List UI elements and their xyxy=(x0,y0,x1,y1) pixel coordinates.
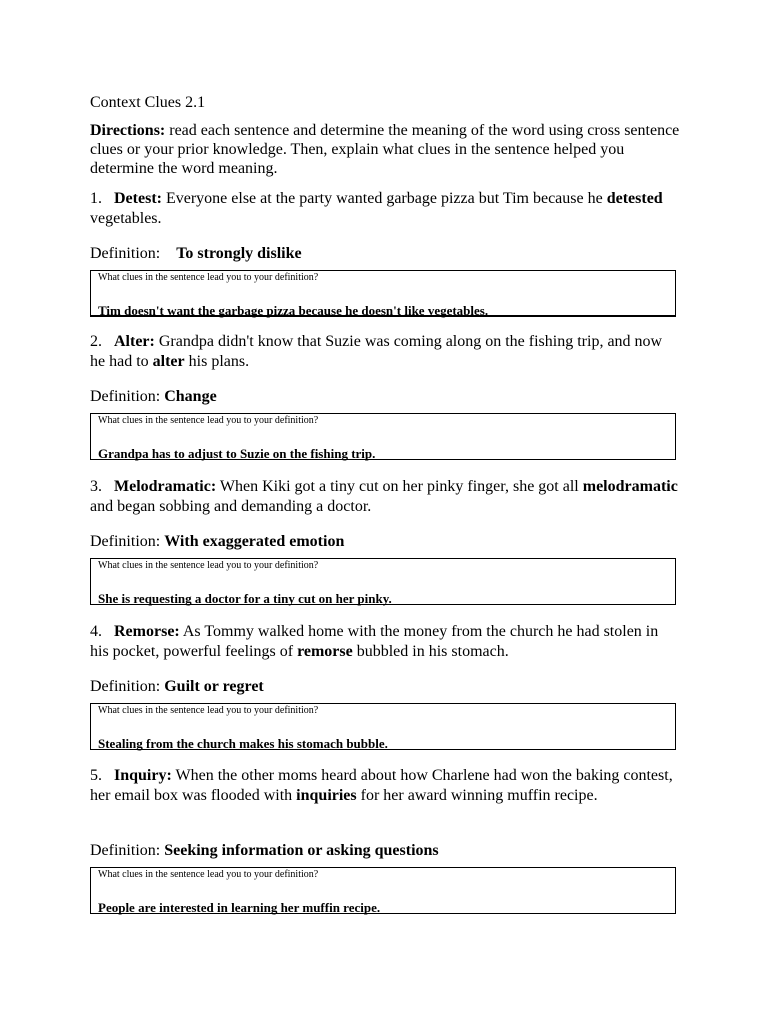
question-number: 3. xyxy=(90,478,102,495)
question-1 xyxy=(90,189,680,229)
directions-label: Directions: xyxy=(90,122,166,139)
question-number: 5. xyxy=(90,767,102,784)
question-number: 1. xyxy=(90,190,102,207)
question-term: Detest: xyxy=(114,190,162,207)
clue-answer: Tim doesn't want the garbage pizza because he doesn't like vegetables. xyxy=(98,303,489,318)
clue-box-3[interactable] xyxy=(90,558,676,605)
question-term: Remorse: xyxy=(114,623,180,640)
question-term: Inquiry: xyxy=(114,767,172,784)
definition-value: Change xyxy=(164,388,217,405)
directions xyxy=(90,121,680,178)
definition-4 xyxy=(90,677,264,697)
target-word: melodramatic xyxy=(582,478,678,495)
question-number: 4. xyxy=(90,623,102,640)
sentence-text: and began sobbing and demanding a doctor. xyxy=(90,498,372,515)
sentence-text: As Tommy walked home with the money from the church he had stolen in his pocket, powerful feelings of xyxy=(90,623,659,660)
definition-label: Definition: xyxy=(90,245,161,262)
question-term: Alter: xyxy=(114,333,155,350)
question-2 xyxy=(90,332,680,372)
sentence-text: Grandpa didn't know that Suzie was coming along on the fishing trip, and now he had to xyxy=(90,333,663,370)
target-word: inquiries xyxy=(296,787,357,804)
definition-2 xyxy=(90,387,217,407)
question-term: Melodramatic: xyxy=(114,478,217,495)
definition-label: Definition: xyxy=(90,533,161,550)
clue-prompt: What clues in the sentence lead you to your definition? xyxy=(98,560,319,571)
clue-answer: People are interested in learning her muffin recipe. xyxy=(98,900,381,915)
definition-label: Definition: xyxy=(90,842,161,859)
sentence-text: bubbled in his stomach. xyxy=(352,643,509,660)
clue-box-1[interactable] xyxy=(90,270,676,317)
clue-answer: Stealing from the church makes his stomach bubble. xyxy=(98,736,388,751)
question-number: 2. xyxy=(90,333,102,350)
clue-answer: Grandpa has to adjust to Suzie on the fishing trip. xyxy=(98,446,376,461)
definition-label: Definition: xyxy=(90,678,161,695)
sentence-text: vegetables. xyxy=(90,210,162,227)
sentence-text: for her award winning muffin recipe. xyxy=(356,787,598,804)
definition-1 xyxy=(90,244,302,264)
target-word: detested xyxy=(606,190,663,207)
definition-value: With exaggerated emotion xyxy=(164,533,345,550)
clue-box-5[interactable] xyxy=(90,867,676,914)
directions-text: read each sentence and determine the meaning of the word using cross sentence clues or your prior knowledge. Then, explain what clues in the sentence helped you determine the word meaning. xyxy=(90,122,680,177)
question-3 xyxy=(90,477,680,517)
clue-prompt: What clues in the sentence lead you to your definition? xyxy=(98,272,319,283)
definition-5 xyxy=(90,841,439,861)
definition-value: Guilt or regret xyxy=(164,678,264,695)
clue-prompt: What clues in the sentence lead you to your definition? xyxy=(98,869,319,880)
sentence-text: his plans. xyxy=(184,353,250,370)
clue-box-2[interactable] xyxy=(90,413,676,460)
worksheet-title: Context Clues 2.1 xyxy=(90,94,206,111)
target-word: alter xyxy=(152,353,185,370)
definition-value: Seeking information or asking questions xyxy=(164,842,439,859)
clue-answer: She is requesting a doctor for a tiny cut on her pinky. xyxy=(98,591,392,606)
sentence-text: When the other moms heard about how Charlene had won the baking contest, her email box was flooded with xyxy=(90,767,673,804)
clue-box-4[interactable] xyxy=(90,703,676,750)
definition-label: Definition: xyxy=(90,388,161,405)
clue-prompt: What clues in the sentence lead you to your definition? xyxy=(98,415,319,426)
sentence-text: When Kiki got a tiny cut on her pinky finger, she got all xyxy=(216,478,583,495)
target-word: remorse xyxy=(297,643,353,660)
sentence-text: Everyone else at the party wanted garbage pizza but Tim because he xyxy=(161,190,607,207)
question-4 xyxy=(90,622,680,662)
question-5 xyxy=(90,766,680,806)
clue-prompt: What clues in the sentence lead you to your definition? xyxy=(98,705,319,716)
definition-3 xyxy=(90,532,344,552)
definition-value: To strongly dislike xyxy=(176,245,302,262)
